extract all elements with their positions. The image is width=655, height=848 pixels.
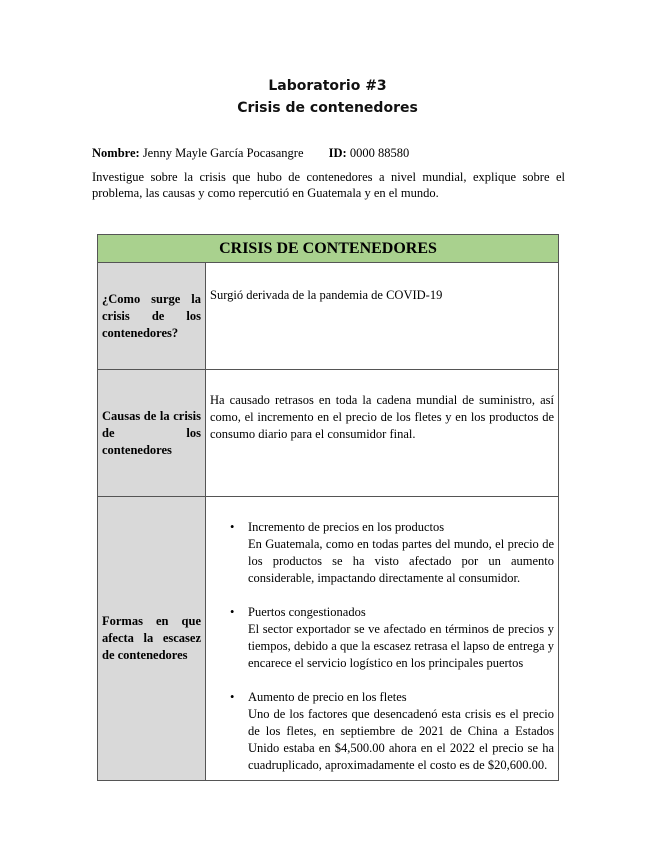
row-content: Ha causado retrasos en toda la cadena mundial de suministro, así como, el incremento en el precio de los fletes y en los productos de consumo diario para el consumidor final. (206, 370, 559, 497)
row-label: Formas en que afecta la escasez de contenedores (98, 497, 206, 781)
id-value: 0000 88580 (349, 146, 410, 160)
bullet-icon: • (230, 690, 235, 704)
instructions-paragraph: Investigue sobre la crisis que hubo de contenedores a nivel mundial, explique sobre el problema, las causas y como repercutió en Guatemala y en el mundo. (92, 170, 565, 200)
student-info (92, 146, 409, 161)
effects-list (210, 497, 554, 774)
document-title: Laboratorio #3 (268, 78, 387, 94)
table-row (98, 497, 559, 781)
list-item-title: Incremento de precios en los productos (248, 520, 445, 534)
row-content (206, 497, 559, 781)
list-item (210, 689, 554, 774)
bullet-icon: • (230, 605, 235, 619)
row-label: Causas de la crisis de los contenedores (98, 370, 206, 497)
table-row (98, 263, 559, 370)
bullet-icon: • (230, 520, 235, 534)
list-item-title: Aumento de precio en los fletes (248, 690, 407, 704)
table-row (98, 370, 559, 497)
list-item-title: Puertos congestionados (248, 605, 366, 619)
name-label: Nombre: (92, 146, 140, 160)
row-label: ¿Como surge la crisis de los contenedores? (98, 263, 206, 370)
id-label: ID: (328, 146, 347, 160)
list-item (210, 604, 554, 672)
list-item (210, 519, 554, 587)
row-content: Surgió derivada de la pandemia de COVID-19 (206, 263, 559, 370)
name-value: Jenny Mayle García Pocasangre (142, 146, 304, 160)
list-item-text: El sector exportador se ve afectado en términos de precios y tiempos, debido a que la escasez retrasa el lapso de entrega y encarece el servicio logístico en los principales puertos (248, 622, 554, 670)
table-header: CRISIS DE CONTENEDORES (98, 235, 559, 263)
list-item-text: En Guatemala, como en todas partes del mundo, el precio de los productos se ha visto afectado por un aumento considerable, impactando directamente al consumidor. (248, 537, 554, 585)
crisis-table (97, 234, 559, 781)
document-subtitle: Crisis de contenedores (237, 100, 418, 116)
list-item-text: Uno de los factores que desencadenó esta crisis es el precio de los fletes, en septiembre de 2021 de China a Estados Unido estaba en $4,500.00 ahora en el 2022 el precio se ha cuadruplicado, aproximadamente el costo es de $20,600.00. (248, 707, 554, 772)
